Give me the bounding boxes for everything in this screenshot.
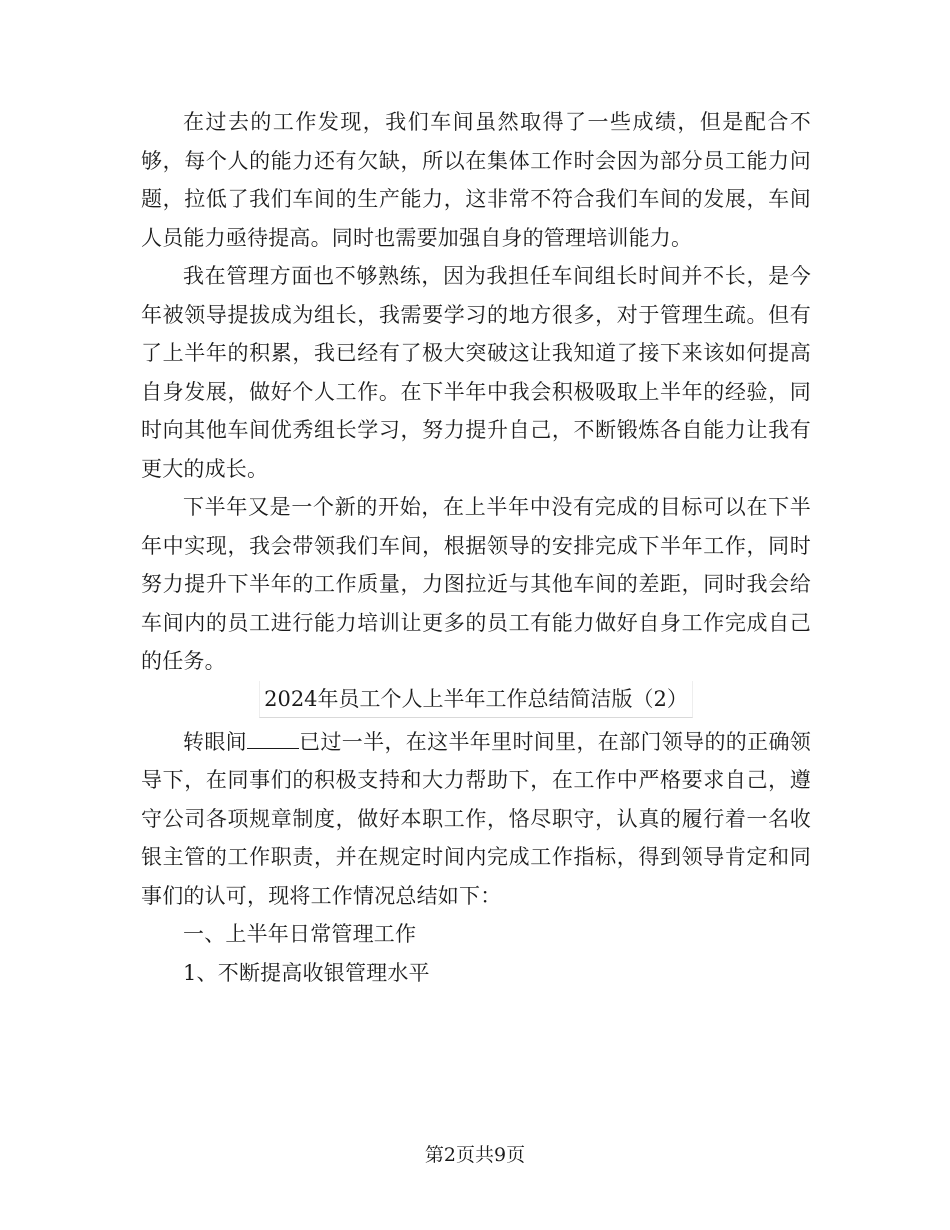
paragraph-management: 我在管理方面也不够熟练，因为我担任车间组长时间并不长，是今年被领导提拔成为组长，我需要学习的地方很多，对于管理生疏。但有了上半年的积累，我已经有了极大突破这让我知道了接下来该如何提高自身发展，做好个人工作。在下半年中我会积极吸取上半年的经验，同时向其他车间优秀组长学习，努力提升自己，不断锻炼各自能力让我有更大的成长。 xyxy=(141,264,811,481)
intro-rest: 已过一半，在这半年里时间里，在部门领导的的正确领导下，在同事们的积极支持和大力帮助下，在工作中严格要求自己，遵守公司各项规章制度，做好本职工作，恪尽职守，认真的履行着一名收银主管的工作职责，并在规定时间内完成工作指标，得到领导肯定和同事们的认可，现将工作情况总结如下： xyxy=(141,729,811,908)
page-footer: 第2页共9页 xyxy=(424,1144,526,1166)
section-title-row xyxy=(141,681,811,723)
paragraph-second-half: 下半年又是一个新的开始，在上半年中没有完成的目标可以在下半年中实现，我会带领我们车间，根据领导的安排完成下半年工作，同时努力提升下半年的工作质量，力图拉近与其他车间的差距，同时我会给车间内的员工进行能力培训让更多的员工有能力做好自身工作完成自己的任务。 xyxy=(141,495,811,673)
paragraph-intro xyxy=(141,723,811,916)
paragraph-cooperation: 在过去的工作发现，我们车间虽然取得了一些成绩，但是配合不够，每个人的能力还有欠缺，所以在集体工作时会因为部分员工能力问题，拉低了我们车间的生产能力，这非常不符合我们车间的发展，车间人员能力亟待提高。同时也需要加强自身的管理培训能力。 xyxy=(141,110,811,250)
fill-in-blank xyxy=(247,728,299,749)
heading-daily-management: 一、上半年日常管理工作 xyxy=(183,922,417,946)
heading-cashier-management: 1、不断提高收银管理水平 xyxy=(183,960,430,985)
document-body xyxy=(141,103,811,992)
section-title: 2024年员工个人上半年工作总结简洁版（2） xyxy=(259,681,693,718)
intro-start: 转眼间 xyxy=(183,729,247,754)
